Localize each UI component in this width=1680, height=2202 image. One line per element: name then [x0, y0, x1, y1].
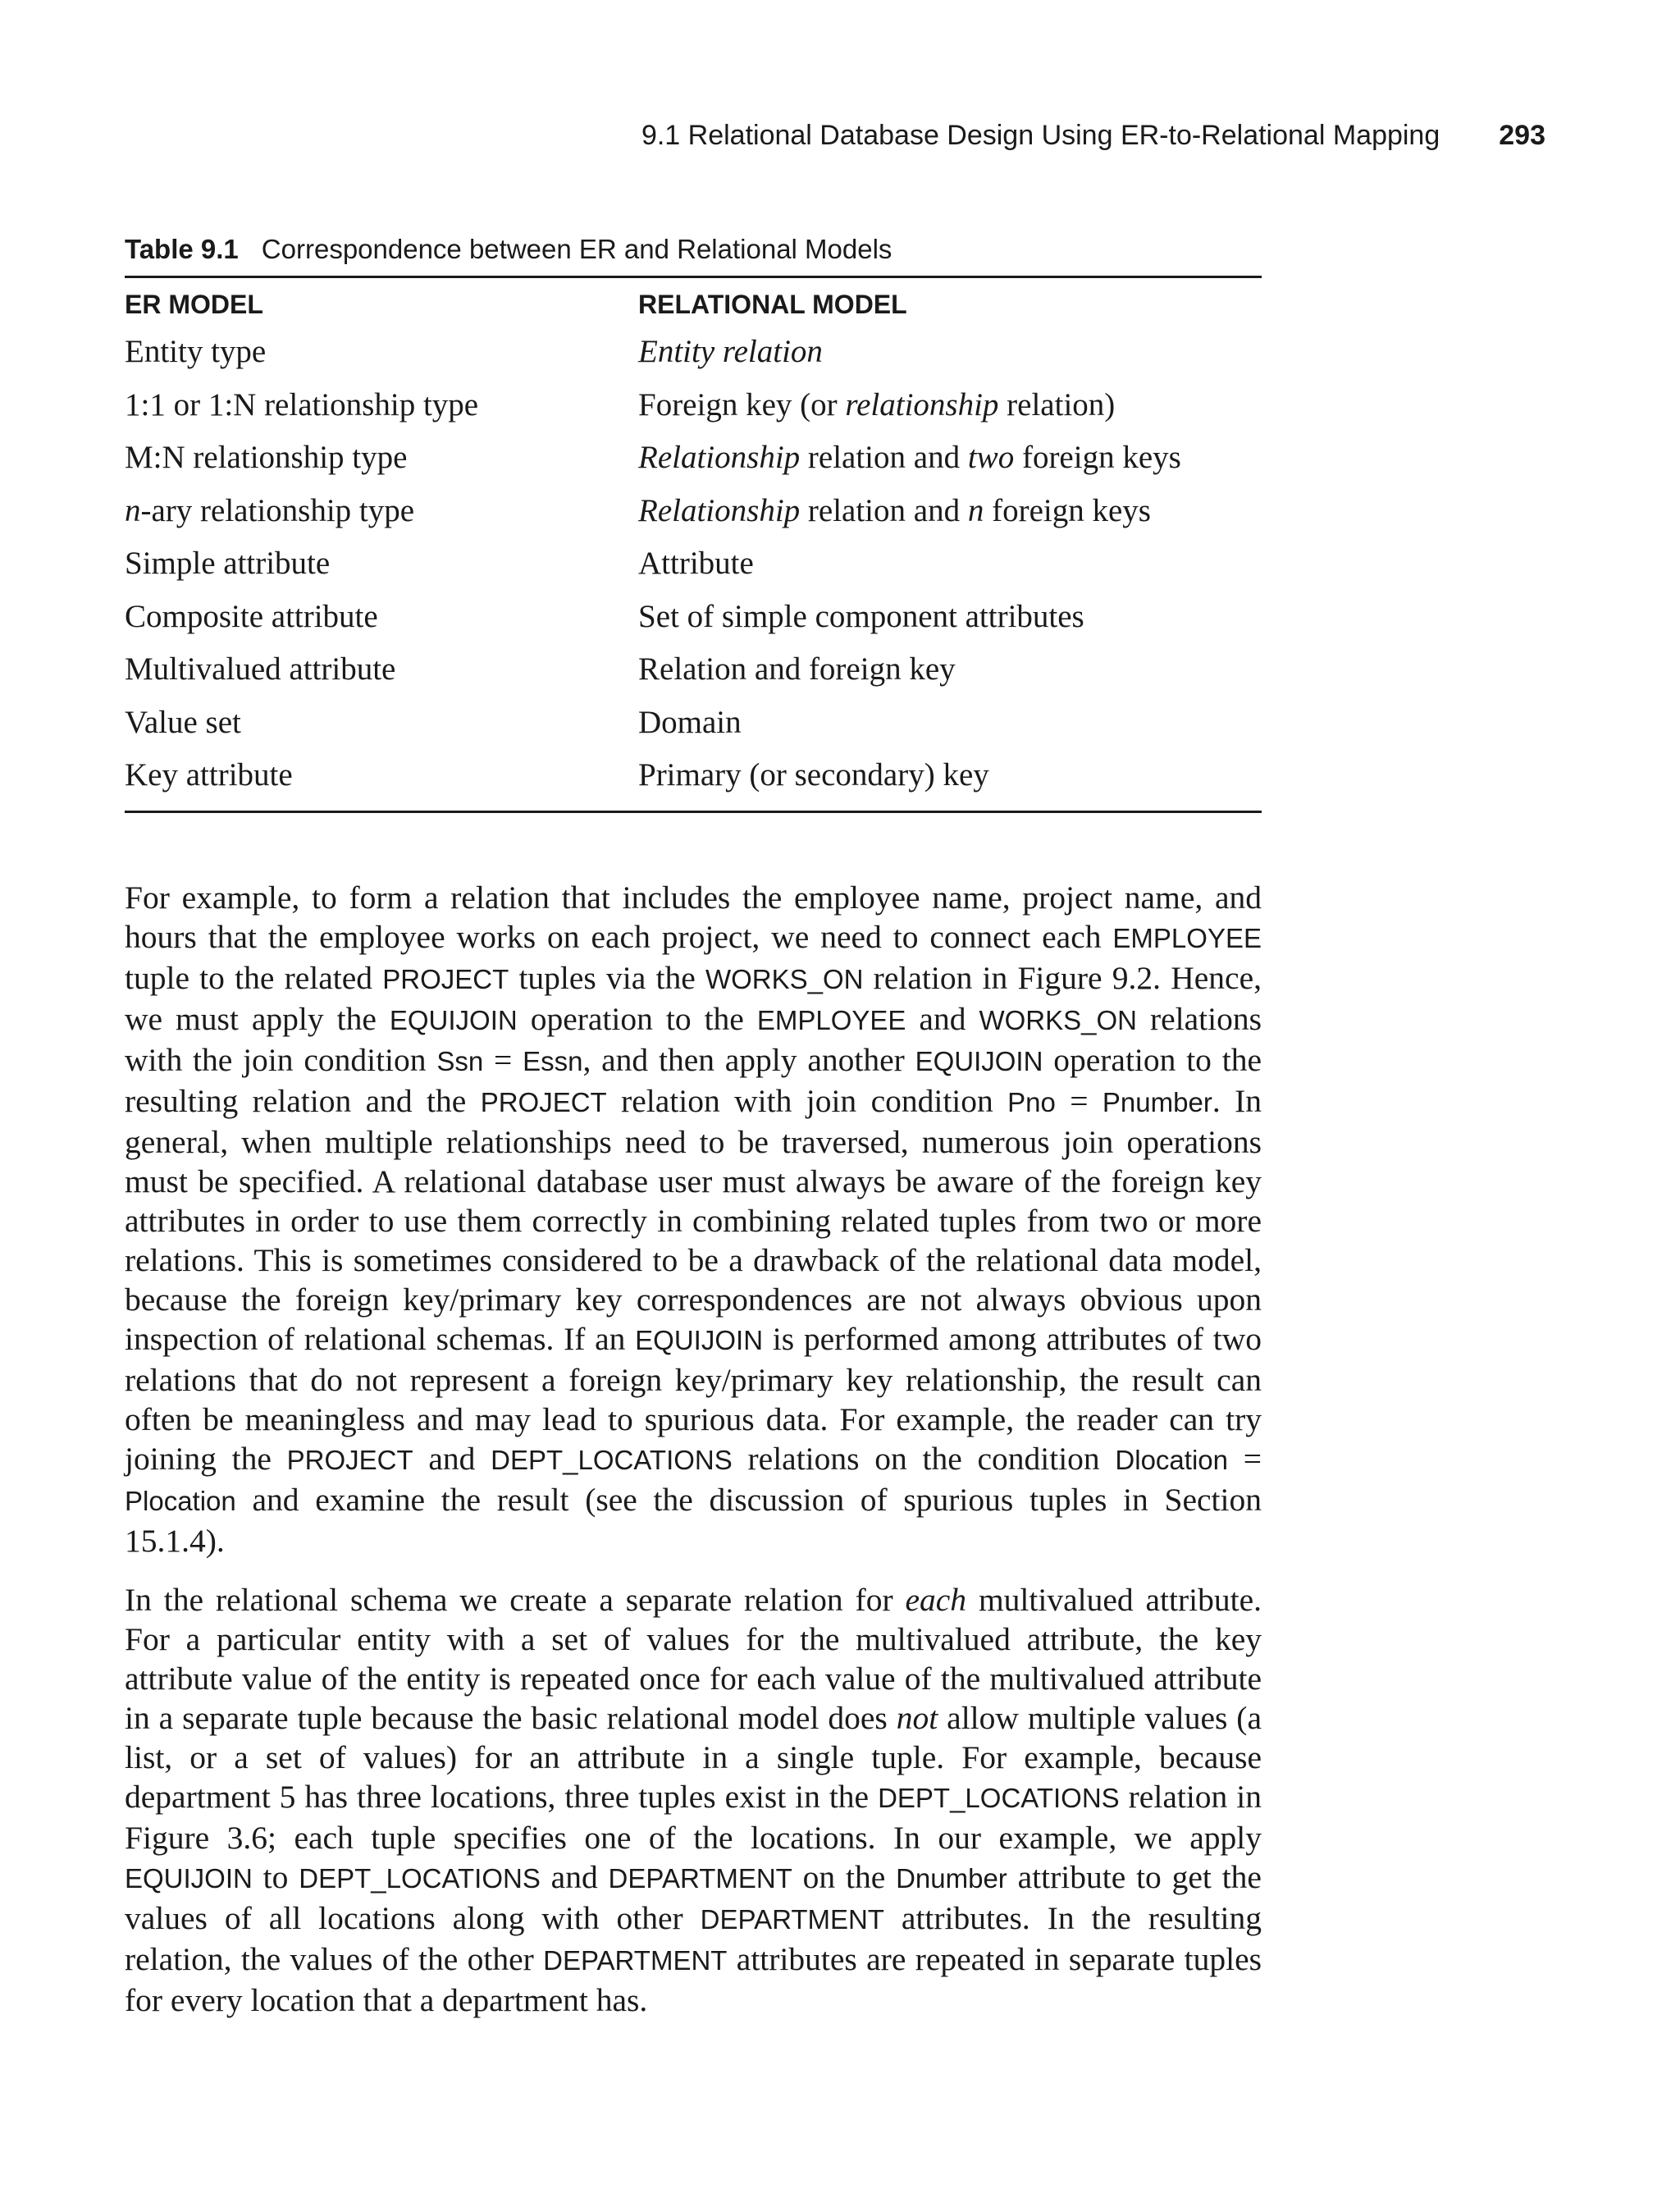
er-cell: Composite attribute [125, 598, 378, 634]
schema-term: DEPT_LOCATIONS [878, 1783, 1120, 1813]
schema-term: EQUIJOIN [389, 1005, 518, 1035]
schema-term: Plocation [125, 1486, 236, 1516]
text-run: multivalued attribute. For a particular entity with a set of values for the multivalued attribute, the key attribute value of the entity is repeated once for each value of the multivalued attribute in a separate tuple because the basic relational model does [125, 1582, 1262, 1736]
column-header-relational-model: RELATIONAL MODEL [638, 290, 907, 319]
correspondence-table [125, 278, 1262, 813]
schema-term: EMPLOYEE [756, 1005, 906, 1035]
relational-cell: Relationship relation and two foreign keys [638, 440, 1181, 476]
text-run: and [413, 1441, 491, 1477]
text-run: and [540, 1859, 609, 1895]
schema-term: WORKS_ON [705, 964, 864, 994]
emphasis: not [896, 1700, 938, 1736]
relational-cell: Foreign key (or relationship relation) [638, 386, 1116, 423]
relational-cell [638, 326, 1262, 379]
er-cell: M:N relationship type [125, 440, 408, 476]
text-run: = [483, 1042, 523, 1078]
relational-cell: Relation and foreign key [638, 651, 956, 688]
table-caption-text: Correspondence between ER and Relational Models [261, 234, 892, 264]
text-run: attribute to get the values of all locations along with other [125, 1859, 1262, 1936]
relational-cell: Domain [638, 704, 742, 740]
schema-term: Dlocation [1115, 1445, 1228, 1475]
er-cell: 1:1 or 1:N relationship type [125, 386, 479, 423]
section-title: 9.1 Relational Database Design Using ER-to-Relational Mapping [641, 120, 1440, 151]
text-run: tuple to the related [125, 960, 383, 996]
page-number: 293 [1499, 120, 1545, 151]
table-row [125, 379, 1262, 432]
paragraph-1 [125, 878, 1262, 1560]
table-row [125, 432, 1262, 485]
table-row [125, 697, 1262, 750]
text-run: is performed among attributes of two relations that do not represent a foreign key/primary key relationship, the result can often be meaningless and may lead to spurious data. For example, the reader can try joining the [125, 1321, 1262, 1477]
table-row [125, 749, 1262, 811]
er-cell: Simple attribute [125, 546, 331, 582]
schema-term: Essn [523, 1046, 583, 1076]
schema-term: PROJECT [382, 964, 509, 994]
relational-cell: Set of simple component attributes [638, 598, 1084, 634]
text-run: relations with the join condition [125, 1001, 1262, 1078]
text-run: relation with join condition [606, 1083, 1008, 1119]
schema-term: EQUIJOIN [125, 1863, 253, 1894]
text-run: operation to the [517, 1001, 757, 1037]
relational-cell: Attribute [638, 546, 754, 582]
text-run: allow multiple values (a list, or a set of values) for an attribute in a single tuple. For example, because department 5 has three locations, three tuples exist in the [125, 1700, 1262, 1815]
text-run: relation in Figure 3.6; each tuple specifies one of the locations. In our example, we apply [125, 1779, 1262, 1856]
text-run: For example, to form a relation that includes the employee name, project name, and hours that the employee works on each project, we need to connect each [125, 879, 1262, 955]
er-cell: n-ary relationship type [125, 492, 415, 528]
text-run: = [1227, 1441, 1262, 1477]
text-run: attributes are repeated in separate tuples for every location that a department has. [125, 1941, 1262, 2018]
text-run: and examine the result (see the discussion of spurious tuples in Section 15.1.4). [125, 1482, 1262, 1559]
table-row [125, 591, 1262, 644]
text-run: relations on the condition [732, 1441, 1116, 1477]
er-cell: Entity type [125, 334, 267, 370]
table-number: Table 9.1 [125, 234, 239, 264]
schema-term: EQUIJOIN [915, 1046, 1043, 1076]
schema-term: DEPT_LOCATIONS [299, 1863, 541, 1894]
table-block [125, 233, 1262, 813]
table-caption [125, 233, 1262, 278]
text-run: and [906, 1001, 979, 1037]
table-header-row [125, 278, 1262, 326]
schema-term: EQUIJOIN [635, 1325, 764, 1355]
table-row [125, 326, 1262, 379]
table-row [125, 485, 1262, 538]
text-run: on the [792, 1859, 897, 1895]
table-row [125, 537, 1262, 591]
schema-term: Ssn [436, 1046, 484, 1076]
relational-cell: Primary (or secondary) key [638, 757, 989, 793]
er-cell: Multivalued attribute [125, 651, 396, 688]
body-text [125, 878, 1262, 2040]
text-run: . In general, when multiple relationships need to be traversed, numerous join operations must be specified. A relational database user must always be aware of the foreign key attributes in order to use them correctly in combining related tuples from two or more relations. This is sometimes considered to be a drawback of the relational data model, because the foreign key/primary key correspondences are not always obvious upon inspection of relational schemas. If an [125, 1083, 1262, 1357]
schema-term: DEPARTMENT [700, 1904, 884, 1935]
text-run: In the relational schema we create a separate relation for [125, 1582, 906, 1618]
schema-term: PROJECT [286, 1445, 413, 1475]
schema-term: DEPT_LOCATIONS [491, 1445, 733, 1475]
text-run: relation in Figure 9.2. Hence, we must apply the [125, 960, 1262, 1037]
schema-term: Pno [1007, 1087, 1056, 1117]
schema-term: Pnumber [1102, 1087, 1212, 1117]
schema-term: DEPARTMENT [608, 1863, 792, 1894]
running-head [151, 120, 1545, 158]
schema-term: PROJECT [480, 1087, 607, 1117]
text-run: = [1055, 1083, 1102, 1119]
emphasis: Entity relation [638, 334, 823, 370]
table-row [125, 643, 1262, 697]
schema-term: DEPARTMENT [543, 1945, 728, 1976]
text-run: operation to the resulting relation and the [125, 1042, 1262, 1119]
text-run: attributes. In the resulting relation, the values of the other [125, 1900, 1262, 1977]
emphasis: each [905, 1582, 967, 1618]
paragraph-2 [125, 1580, 1262, 2020]
er-cell: Value set [125, 704, 241, 740]
text-run: to [252, 1859, 299, 1895]
schema-term: EMPLOYEE [1112, 923, 1262, 953]
schema-term: Dnumber [896, 1863, 1007, 1894]
column-header-er-model: ER MODEL [125, 290, 263, 319]
er-cell: Key attribute [125, 757, 293, 793]
text-run: , and then apply another [582, 1042, 915, 1078]
relational-cell: Relationship relation and n foreign keys [638, 492, 1151, 528]
schema-term: WORKS_ON [979, 1005, 1137, 1035]
text-run: tuples via the [509, 960, 705, 996]
